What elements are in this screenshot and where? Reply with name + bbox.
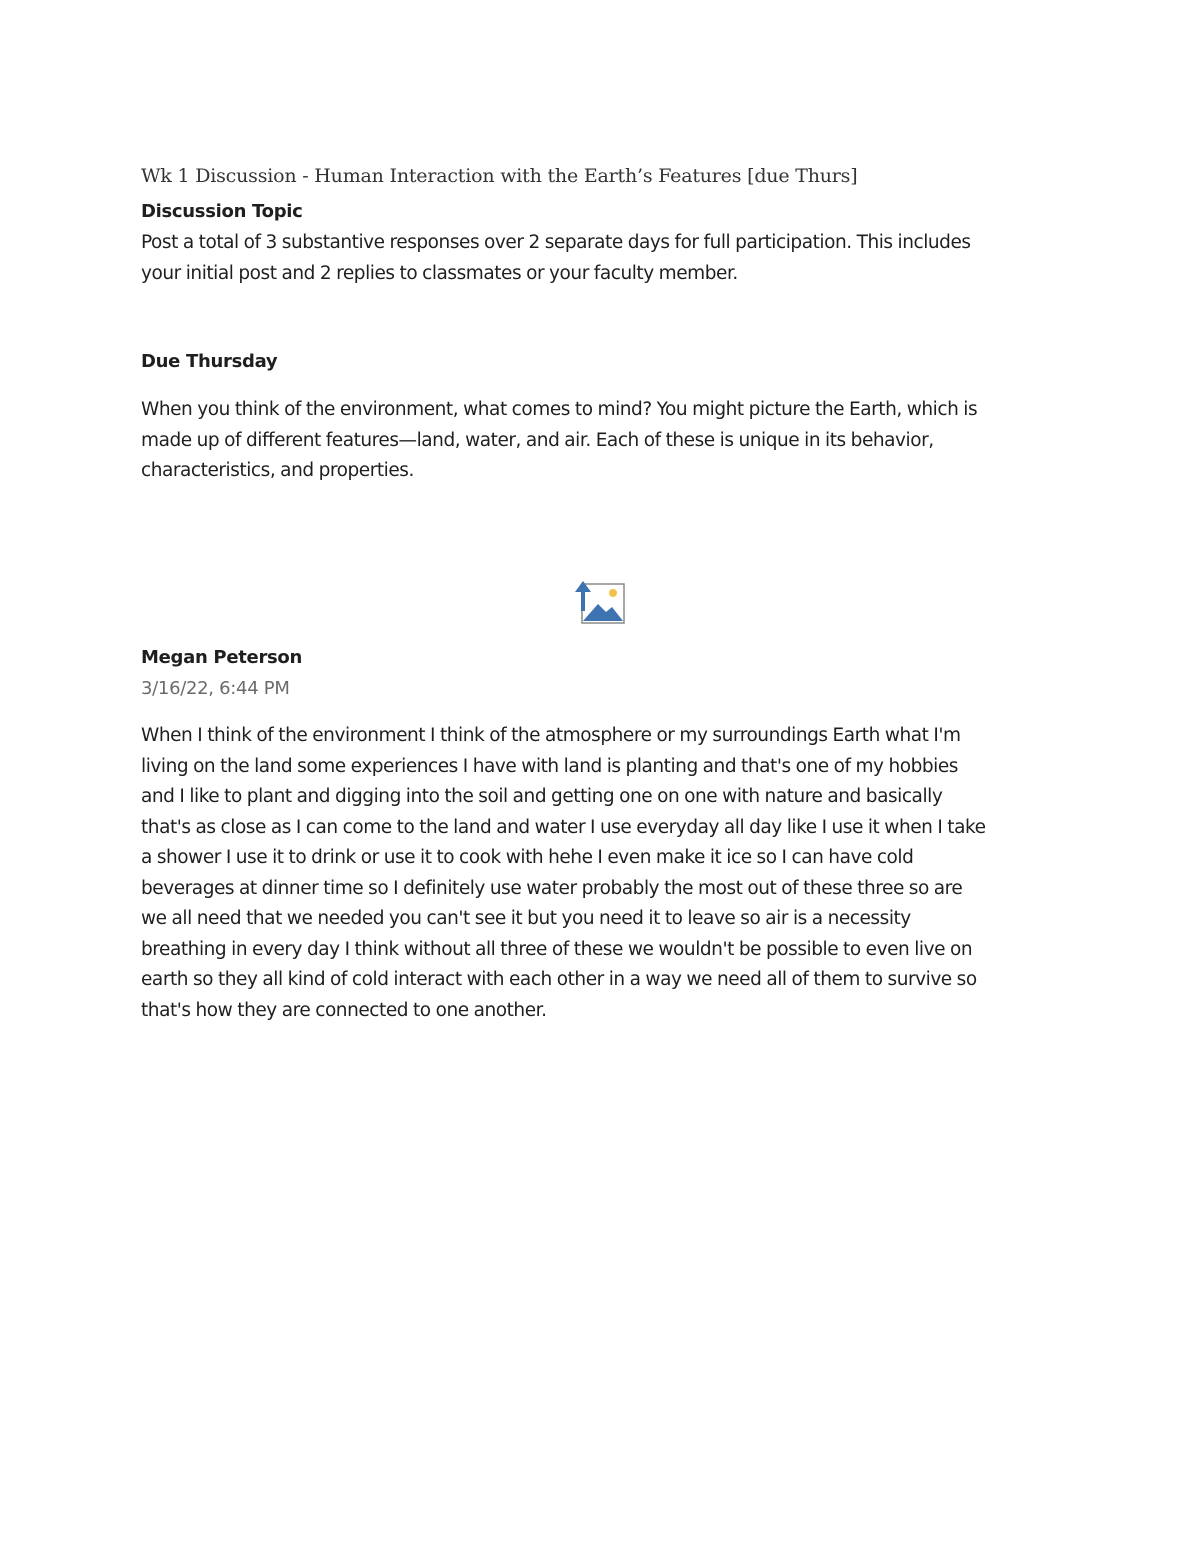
page-title: Wk 1 Discussion - Human Interaction with the Earth’s Features [due Thurs] bbox=[141, 165, 858, 187]
image-upload-icon bbox=[574, 580, 626, 626]
post-line: a shower I use it to drink or use it to cook with hehe I even make it ice so I can have cold bbox=[141, 847, 914, 868]
topic-line: Post a total of 3 substantive responses over 2 separate days for full participation. This includes bbox=[141, 232, 971, 253]
post-line: living on the land some experiences I have with land is planting and that's one of my hobbies bbox=[141, 755, 958, 777]
post-line: that's as close as I can come to the land and water I use everyday all day like I use it when I take bbox=[141, 816, 986, 838]
prompt-line: characteristics, and properties. bbox=[141, 460, 414, 481]
discussion-topic-text bbox=[141, 228, 1071, 289]
topic-line: your initial post and 2 replies to classmates or your faculty member. bbox=[141, 262, 738, 284]
post-line: that's how they are connected to one another. bbox=[141, 999, 547, 1021]
prompt-line: When you think of the environment, what comes to mind? You might picture the Earth, which is bbox=[141, 399, 978, 420]
post-line: earth so they all kind of cold interact with each other in a way we need all of them to survive so bbox=[141, 969, 977, 990]
post-timestamp: 3/16/22, 6:44 PM bbox=[141, 678, 290, 699]
post-author: Megan Peterson bbox=[141, 647, 303, 668]
post-line: we all need that we needed you can't see it but you need it to leave so air is a necessity bbox=[141, 908, 911, 929]
post-body bbox=[141, 721, 1071, 1026]
post-line: beverages at dinner time so I definitely use water probably the most out of these three so are bbox=[141, 877, 963, 899]
post-line: and I like to plant and digging into the soil and getting one on one with nature and basically bbox=[141, 786, 943, 807]
prompt-line: made up of different features—land, water, and air. Each of these is unique in its behavior, bbox=[141, 429, 934, 451]
post-line: When I think of the environment I think of the atmosphere or my surroundings Earth what I'm bbox=[141, 725, 961, 746]
discussion-topic-heading: Discussion Topic bbox=[141, 201, 303, 222]
prompt-text bbox=[141, 395, 1071, 487]
due-thursday-heading: Due Thursday bbox=[141, 351, 278, 372]
post-line: breathing in every day I think without all three of these we wouldn't be possible to even live on bbox=[141, 938, 973, 960]
